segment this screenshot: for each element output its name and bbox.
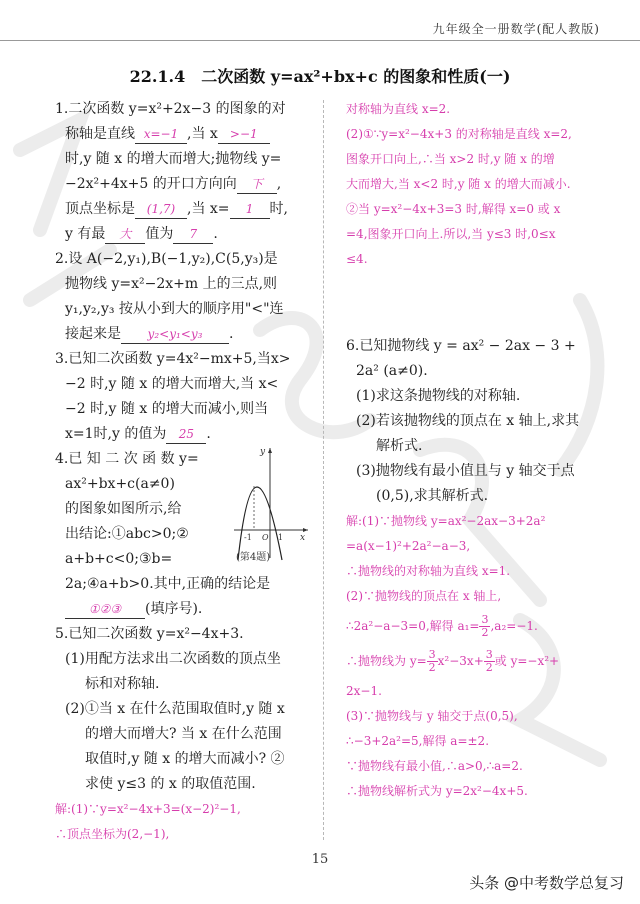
fraction-denominator: 2 — [481, 626, 489, 639]
column-divider — [323, 100, 324, 840]
q6-answer-text: x²−3x+ — [437, 654, 484, 668]
q6-answer-8: (3)∵抛物线与 y 轴交于点(0,5), — [346, 709, 518, 723]
book-header: 九年级全一册数学(配人教版) — [432, 22, 600, 36]
q5-answer-cont-2: (2)①∵y=x²−4x+3 的对称轴是直线 x=2, — [346, 127, 572, 141]
q6-line1: 6.已知抛物线 y = ax² − 2ax − 3 + — [346, 338, 576, 354]
fraction-numerator: 3 — [485, 648, 493, 661]
q6-answer-7: 2x−1. — [346, 684, 382, 698]
graph-x-arrow — [303, 528, 308, 532]
q5-answer-cont-7: ≤4. — [346, 252, 368, 266]
section-title: 22.1.4 二次函数 y=ax²+bx+c 的图象和性质(一) — [129, 67, 511, 86]
header-rule — [0, 40, 640, 41]
graph-y-label: y — [260, 447, 266, 457]
q1-text: , — [276, 176, 282, 192]
q1-blank-4: (1,7) — [135, 200, 187, 219]
q4-line2: ax²+bx+c(a≠0) — [65, 476, 175, 492]
q1-line6 — [55, 222, 317, 247]
q4-line3: 的图象如图所示,给 — [65, 501, 182, 517]
q1-text: . — [213, 226, 218, 242]
q6-answer-6 — [346, 643, 596, 679]
q5-answer-cont-4: 大而增大,当 x<2 时,y 随 x 的增大而减小. — [346, 177, 571, 191]
q5-answer-line1: 解:(1)∵y=x²−4x+3=(x−2)²−1, — [55, 802, 241, 816]
right-column — [346, 97, 596, 804]
q3-line1: 3.已知二次函数 y=4x²−mx+5,当x> — [55, 351, 291, 367]
q1-blank-2: >−1 — [218, 125, 270, 144]
q4-line7 — [55, 597, 317, 622]
q5-answer-line2: ∴顶点坐标为(2,−1), — [55, 827, 170, 841]
q6-answer-10: ∵抛物线有最小值,∴a>0,∴a=2. — [346, 759, 523, 773]
q2-line1: 2.设 A(−2,y₁),B(−1,y₂),C(5,y₃)是 — [55, 251, 278, 267]
footer-brand: 头条 @中考数学总复习 — [469, 874, 624, 892]
q4-line5: a+b+c<0;③b= — [65, 551, 173, 567]
graph-tick-neg1: -1 — [244, 533, 252, 542]
q6-answer-9: ∴−3+2a²=5,解得 a=±2. — [346, 734, 490, 748]
q1-text: y 有最 — [65, 226, 106, 242]
q1-blank-3: 下 — [237, 175, 277, 194]
q2-line2: 抛物线 y=x²−2x+m 上的三点,则 — [65, 276, 278, 292]
q2-blank-1: y₂<y₁<y₃ — [121, 325, 229, 344]
graph-x-label: x — [300, 533, 306, 543]
q6-answer-11: ∴抛物线解析式为 y=2x²−4x+5. — [346, 784, 528, 798]
q6-line5: 解析式. — [376, 438, 423, 454]
q1-line2 — [55, 122, 317, 147]
q1-text: 顶点坐标是 — [65, 201, 135, 217]
q1-line1: 1.二次函数 y=x²+2x−3 的图象的对 — [55, 101, 286, 117]
q6-answer-text: ∴抛物线为 y= — [346, 654, 427, 668]
q2-line4 — [55, 322, 317, 347]
q5-line4: (2)①当 x 在什么范围取值时,y 随 x — [65, 701, 285, 717]
q6-answer-2: =a(x−1)²+2a²−a−3, — [346, 539, 471, 553]
graph-origin-label: O — [262, 533, 269, 542]
page-number: 15 — [311, 852, 329, 867]
q1-blank-5: 1 — [230, 200, 270, 219]
q4-parabola-graph — [232, 442, 310, 562]
fraction-numerator: 3 — [481, 613, 489, 626]
q1-text: ,当 x= — [187, 201, 230, 217]
q6-answer-text: ∴2a²−a−3=0,解得 a₁= — [346, 619, 480, 633]
q4-blank-1: ①②③ — [65, 600, 145, 619]
q6-answer-text: 或 y=−x²+ — [494, 654, 560, 668]
q5-line2: (1)用配方法求出二次函数的顶点坐 — [65, 651, 281, 667]
q3-line3: −2 时,y 随 x 的增大而减小,则当 — [65, 401, 269, 417]
q5-answer-cont-3: 图象开口向上,∴当 x>2 时,y 随 x 的增 — [346, 152, 555, 166]
q1-line5 — [55, 197, 317, 222]
q4-line6: 2a;④a+b>0.其中,正确的结论是 — [65, 576, 271, 592]
q1-blank-1: x=−1 — [135, 125, 187, 144]
q6-answer-5 — [346, 609, 596, 643]
q4-graph-caption: (第4题) — [236, 552, 271, 563]
q2-text: . — [229, 326, 234, 342]
q1-text: −2x²+4x+5 的开口方向向 — [65, 176, 237, 192]
q3-text: . — [206, 426, 211, 442]
q3-blank-1: 25 — [166, 425, 206, 444]
q5-line3: 标和对称轴. — [85, 676, 160, 692]
fraction-denominator: 2 — [428, 661, 436, 674]
q5-answer-cont-1: 对称轴为直线 x=2. — [346, 102, 451, 116]
q5-line1: 5.已知二次函数 y=x²−4x+3. — [55, 626, 244, 642]
q1-blank-7: 7 — [173, 225, 213, 244]
q4-text: (填序号). — [145, 601, 203, 617]
q6-answer-1: 解:(1)∵抛物线 y=ax²−2ax−3+2a² — [346, 514, 546, 528]
fraction-numerator: 3 — [428, 648, 436, 661]
q2-line3: y₁,y₂,y₃ 按从小到大的顺序用"<"连 — [65, 301, 284, 317]
q5-answer-cont-5: ②当 y=x²−4x+3=3 时,解得 x=0 或 x — [346, 202, 561, 216]
q6-line2: 2a² (a≠0). — [356, 363, 428, 379]
q6-line3: (1)求这条抛物线的对称轴. — [356, 388, 521, 404]
q2-text: 接起来是 — [65, 326, 121, 342]
q1-text: 值为 — [145, 226, 174, 242]
q5-line6: 取值时,y 随 x 的增大而减小? ② — [85, 751, 285, 767]
q1-blank-6: 大 — [105, 225, 145, 244]
q4-line4: 出结论:①abc>0;② — [65, 526, 189, 542]
q5-line5: 的增大而增大? 当 x 在什么范围 — [85, 726, 282, 742]
fraction-3-2 — [427, 649, 438, 674]
graph-y-arrow — [268, 448, 272, 453]
q1-line3: 时,y 随 x 的增大而增大;抛物线 y= — [65, 151, 282, 167]
fraction-3-2 — [479, 614, 490, 639]
q3-text: x=1时,y 的值为 — [65, 426, 167, 442]
fraction-3-2 — [484, 649, 495, 674]
q1-line4 — [55, 172, 317, 197]
q6-line4: (2)若该抛物线的顶点在 x 轴上,求其 — [356, 413, 580, 429]
q5-answer-cont-6: =4,图象开口向上.所以,当 y≤3 时,0≤x — [346, 227, 556, 241]
q1-text: ,当 x — [187, 126, 218, 142]
q6-line6: (3)抛物线有最小值且与 y 轴交于点 — [356, 463, 575, 479]
q5-line7: 求使 y≤3 的 x 的取值范围. — [85, 776, 256, 792]
q6-line7: (0,5),求其解析式. — [376, 488, 489, 504]
q1-text: 时, — [269, 201, 288, 217]
q1-text: 称轴是直线 — [65, 126, 135, 142]
q4-line1: 4.已 知 二 次 函 数 y= — [55, 451, 199, 467]
spacer — [346, 272, 596, 334]
q3-line2: −2 时,y 随 x 的增大而增大,当 x< — [65, 376, 279, 392]
q6-answer-4: (2)∵抛物线的顶点在 x 轴上, — [346, 589, 502, 603]
graph-tick-1: 1 — [278, 533, 284, 542]
fraction-denominator: 2 — [485, 661, 493, 674]
q6-answer-text: ,a₂=−1. — [490, 619, 538, 633]
q6-answer-3: ∴抛物线的对称轴为直线 x=1. — [346, 564, 511, 578]
